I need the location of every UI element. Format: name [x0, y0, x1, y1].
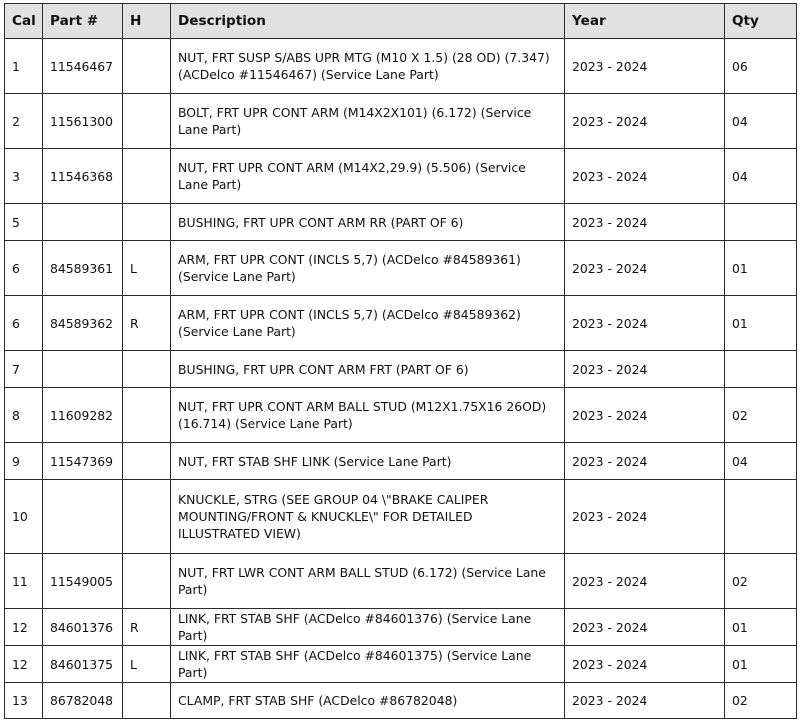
cell-qty: 02 — [725, 388, 797, 443]
cell-year: 2023 - 2024 — [565, 480, 725, 554]
cell-qty: 04 — [725, 443, 797, 480]
table-header-row — [5, 4, 797, 39]
cell-part: 84589361 — [43, 241, 123, 296]
cell-cal: 5 — [5, 204, 43, 241]
cell-part: 11546368 — [43, 149, 123, 204]
cell-cal: 13 — [5, 683, 43, 719]
table-row — [5, 683, 797, 719]
cell-cal: 2 — [5, 94, 43, 149]
cell-cal: 7 — [5, 351, 43, 388]
cell-part: 84601375 — [43, 646, 123, 683]
cell-cal: 6 — [5, 296, 43, 351]
cell-h: R — [123, 296, 171, 351]
cell-cal: 6 — [5, 241, 43, 296]
cell-description: CLAMP, FRT STAB SHF (ACDelco #86782048) — [171, 683, 565, 719]
cell-year: 2023 - 2024 — [565, 241, 725, 296]
cell-part: 11561300 — [43, 94, 123, 149]
cell-cal: 9 — [5, 443, 43, 480]
cell-cal: 12 — [5, 609, 43, 646]
cell-qty — [725, 351, 797, 388]
cell-h — [123, 94, 171, 149]
cell-description: NUT, FRT STAB SHF LINK (Service Lane Part) — [171, 443, 565, 480]
cell-description: ARM, FRT UPR CONT (INCLS 5,7) (ACDelco #84589361) (Service Lane Part) — [171, 241, 565, 296]
cell-h — [123, 683, 171, 719]
cell-qty: 04 — [725, 94, 797, 149]
cell-description: NUT, FRT UPR CONT ARM (M14X2,29.9) (5.506) (Service Lane Part) — [171, 149, 565, 204]
cell-h — [123, 480, 171, 554]
cell-description: ARM, FRT UPR CONT (INCLS 5,7) (ACDelco #84589362) (Service Lane Part) — [171, 296, 565, 351]
cell-part: 84601376 — [43, 609, 123, 646]
cell-description: LINK, FRT STAB SHF (ACDelco #84601376) (Service Lane Part) — [171, 609, 565, 646]
cell-description: KNUCKLE, STRG (SEE GROUP 04 \"BRAKE CALIPER MOUNTING/FRONT & KNUCKLE\" FOR DETAILED ILLUSTRATED VIEW) — [171, 480, 565, 554]
cell-description: BUSHING, FRT UPR CONT ARM RR (PART OF 6) — [171, 204, 565, 241]
cell-qty: 01 — [725, 241, 797, 296]
cell-year: 2023 - 2024 — [565, 39, 725, 94]
cell-part: 11609282 — [43, 388, 123, 443]
cell-cal: 12 — [5, 646, 43, 683]
cell-h — [123, 554, 171, 609]
table-row — [5, 39, 797, 94]
cell-part: 11546467 — [43, 39, 123, 94]
cell-year: 2023 - 2024 — [565, 554, 725, 609]
cell-h — [123, 351, 171, 388]
cell-year: 2023 - 2024 — [565, 646, 725, 683]
table-row — [5, 388, 797, 443]
cell-qty: 02 — [725, 554, 797, 609]
cell-h: L — [123, 646, 171, 683]
cell-qty: 01 — [725, 296, 797, 351]
cell-h — [123, 388, 171, 443]
table-row — [5, 646, 797, 683]
cell-part: 11547369 — [43, 443, 123, 480]
cell-qty — [725, 480, 797, 554]
cell-description: NUT, FRT SUSP S/ABS UPR MTG (M10 X 1.5) (28 OD) (7.347) (ACDelco #11546467) (Service Lane Part) — [171, 39, 565, 94]
cell-year: 2023 - 2024 — [565, 94, 725, 149]
table-row — [5, 480, 797, 554]
cell-part: 84589362 — [43, 296, 123, 351]
cell-qty: 01 — [725, 646, 797, 683]
cell-h — [123, 39, 171, 94]
cell-h: R — [123, 609, 171, 646]
cell-part — [43, 351, 123, 388]
cell-cal: 8 — [5, 388, 43, 443]
cell-h: L — [123, 241, 171, 296]
cell-description: LINK, FRT STAB SHF (ACDelco #84601375) (Service Lane Part) — [171, 646, 565, 683]
cell-qty — [725, 204, 797, 241]
cell-description: NUT, FRT UPR CONT ARM BALL STUD (M12X1.75X16 26OD) (16.714) (Service Lane Part) — [171, 388, 565, 443]
cell-cal: 1 — [5, 39, 43, 94]
cell-part — [43, 480, 123, 554]
column-header-cal: Cal — [5, 4, 43, 39]
cell-cal: 3 — [5, 149, 43, 204]
table-row — [5, 554, 797, 609]
cell-cal: 11 — [5, 554, 43, 609]
cell-qty: 04 — [725, 149, 797, 204]
cell-qty: 02 — [725, 683, 797, 719]
column-header-part: Part # — [43, 4, 123, 39]
cell-cal: 10 — [5, 480, 43, 554]
column-header-qty: Qty — [725, 4, 797, 39]
table-row — [5, 204, 797, 241]
cell-year: 2023 - 2024 — [565, 296, 725, 351]
cell-year: 2023 - 2024 — [565, 204, 725, 241]
column-header-description: Description — [171, 4, 565, 39]
cell-h — [123, 204, 171, 241]
cell-year: 2023 - 2024 — [565, 683, 725, 719]
column-header-year: Year — [565, 4, 725, 39]
table-row — [5, 443, 797, 480]
cell-qty: 01 — [725, 609, 797, 646]
table-row — [5, 296, 797, 351]
cell-year: 2023 - 2024 — [565, 351, 725, 388]
column-header-h: H — [123, 4, 171, 39]
cell-h — [123, 149, 171, 204]
cell-description: BOLT, FRT UPR CONT ARM (M14X2X101) (6.172) (Service Lane Part) — [171, 94, 565, 149]
cell-qty: 06 — [725, 39, 797, 94]
table-row — [5, 351, 797, 388]
cell-year: 2023 - 2024 — [565, 149, 725, 204]
table-row — [5, 609, 797, 646]
parts-table — [4, 3, 797, 719]
cell-part: 86782048 — [43, 683, 123, 719]
cell-part: 11549005 — [43, 554, 123, 609]
table-row — [5, 149, 797, 204]
table-row — [5, 94, 797, 149]
cell-year: 2023 - 2024 — [565, 388, 725, 443]
cell-description: BUSHING, FRT UPR CONT ARM FRT (PART OF 6) — [171, 351, 565, 388]
cell-year: 2023 - 2024 — [565, 443, 725, 480]
cell-h — [123, 443, 171, 480]
table-row — [5, 241, 797, 296]
cell-description: NUT, FRT LWR CONT ARM BALL STUD (6.172) (Service Lane Part) — [171, 554, 565, 609]
cell-year: 2023 - 2024 — [565, 609, 725, 646]
cell-part — [43, 204, 123, 241]
